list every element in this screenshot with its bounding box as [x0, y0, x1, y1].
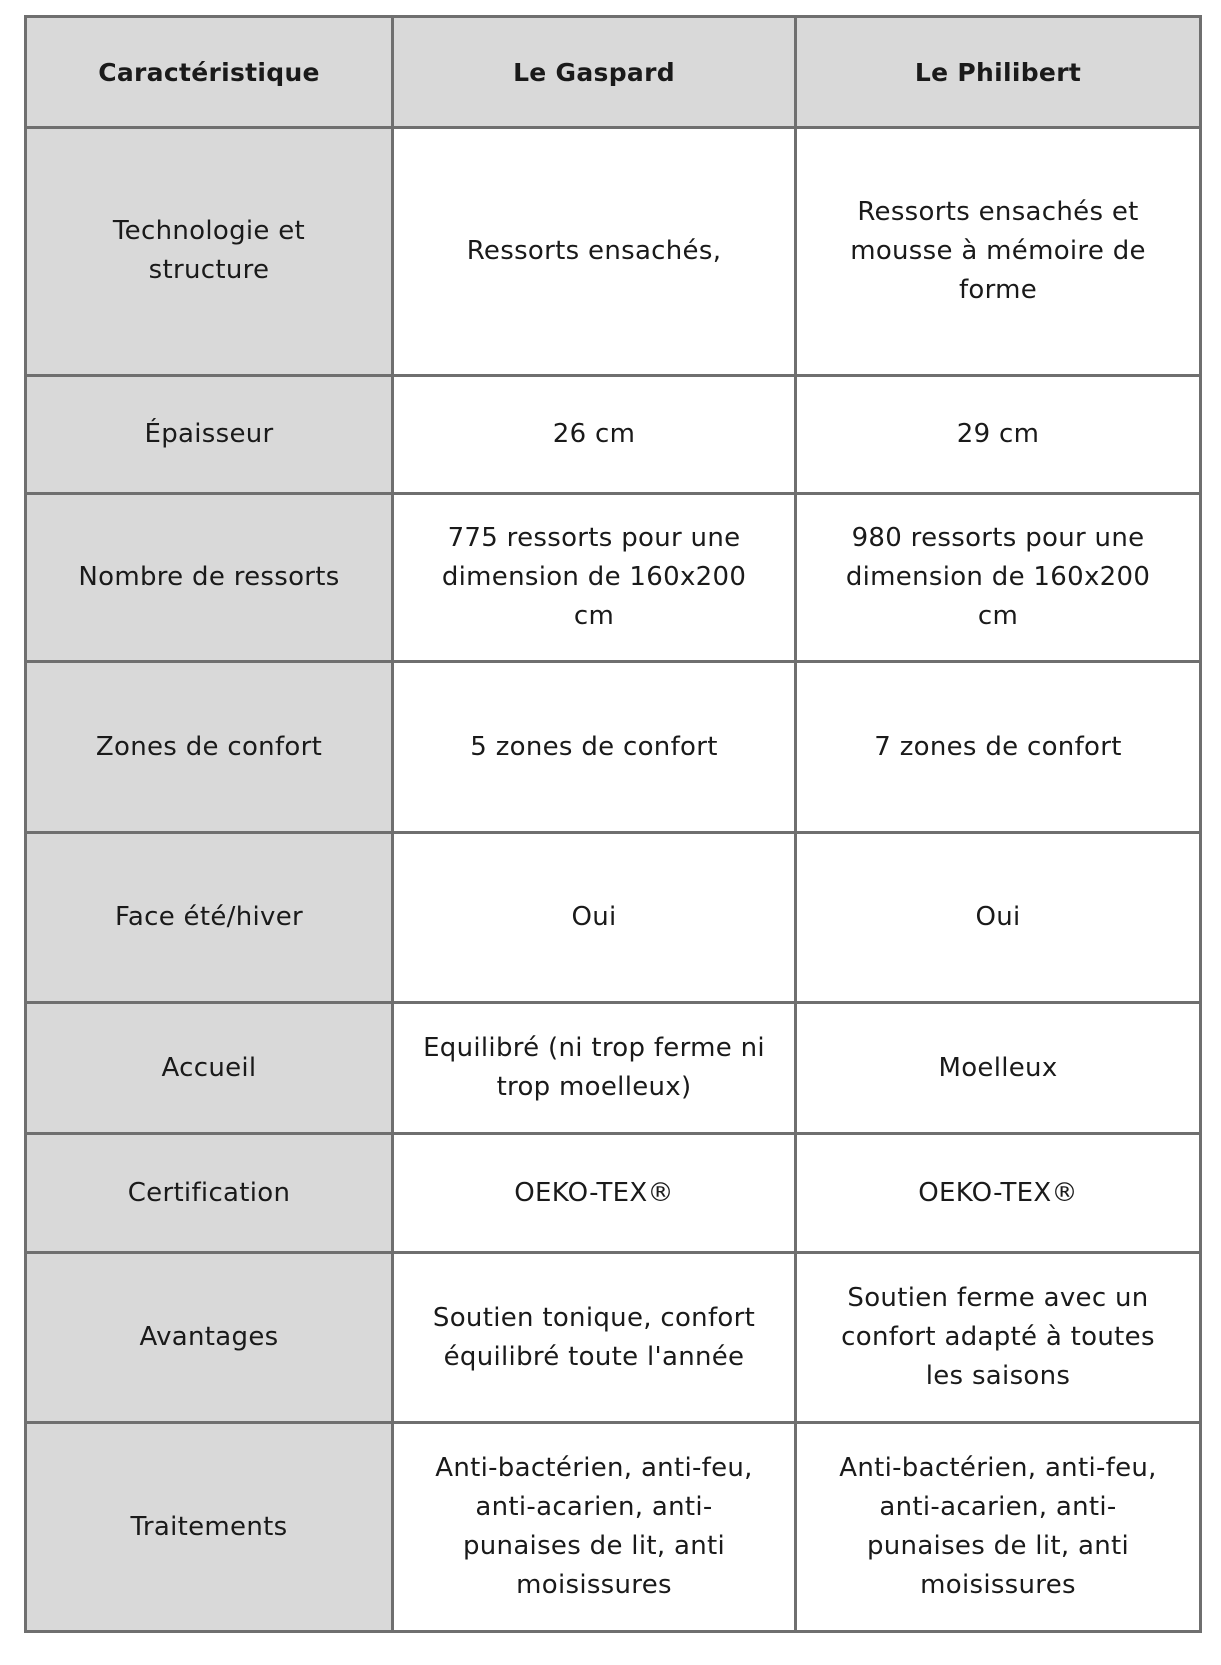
- gaspard-value: Ressorts ensachés,: [393, 128, 796, 376]
- table-row: [26, 375, 1201, 494]
- header-characteristic: Caractéristique: [26, 17, 393, 128]
- header-le-gaspard: Le Gaspard: [393, 17, 796, 128]
- comparison-table: [24, 15, 1202, 1633]
- gaspard-value: 26 cm: [393, 375, 796, 494]
- gaspard-value: Anti-bactérien, anti-feu, anti-acarien, anti-punaises de lit, anti moisissures: [393, 1423, 796, 1632]
- table-row: [26, 1423, 1201, 1632]
- row-label: Accueil: [26, 1003, 393, 1134]
- philibert-value: OEKO-TEX®: [796, 1134, 1201, 1253]
- table-row: [26, 832, 1201, 1002]
- row-label: Zones de confort: [26, 662, 393, 832]
- gaspard-value: Equilibré (ni trop ferme ni trop moelleux): [393, 1003, 796, 1134]
- row-label: Nombre de ressorts: [26, 494, 393, 662]
- philibert-value: Anti-bactérien, anti-feu, anti-acarien, anti-punaises de lit, anti moisissures: [796, 1423, 1201, 1632]
- table-row: [26, 1134, 1201, 1253]
- row-label: Épaisseur: [26, 375, 393, 494]
- philibert-value: Moelleux: [796, 1003, 1201, 1134]
- table-row: [26, 128, 1201, 376]
- philibert-value: Ressorts ensachés et mousse à mémoire de forme: [796, 128, 1201, 376]
- gaspard-value: Oui: [393, 832, 796, 1002]
- philibert-value: 29 cm: [796, 375, 1201, 494]
- philibert-value: Oui: [796, 832, 1201, 1002]
- philibert-value: 7 zones de confort: [796, 662, 1201, 832]
- table-row: [26, 1253, 1201, 1423]
- gaspard-value: 5 zones de confort: [393, 662, 796, 832]
- table-header-row: [26, 17, 1201, 128]
- gaspard-value: Soutien tonique, confort équilibré toute l'année: [393, 1253, 796, 1423]
- gaspard-value: 775 ressorts pour une dimension de 160x200 cm: [393, 494, 796, 662]
- table-row: [26, 494, 1201, 662]
- row-label: Face été/hiver: [26, 832, 393, 1002]
- philibert-value: 980 ressorts pour une dimension de 160x200 cm: [796, 494, 1201, 662]
- table-row: [26, 1003, 1201, 1134]
- header-le-philibert: Le Philibert: [796, 17, 1201, 128]
- row-label: Avantages: [26, 1253, 393, 1423]
- row-label: Traitements: [26, 1423, 393, 1632]
- row-label: Technologie et structure: [26, 128, 393, 376]
- philibert-value: Soutien ferme avec un confort adapté à toutes les saisons: [796, 1253, 1201, 1423]
- gaspard-value: OEKO-TEX®: [393, 1134, 796, 1253]
- table-row: [26, 662, 1201, 832]
- row-label: Certification: [26, 1134, 393, 1253]
